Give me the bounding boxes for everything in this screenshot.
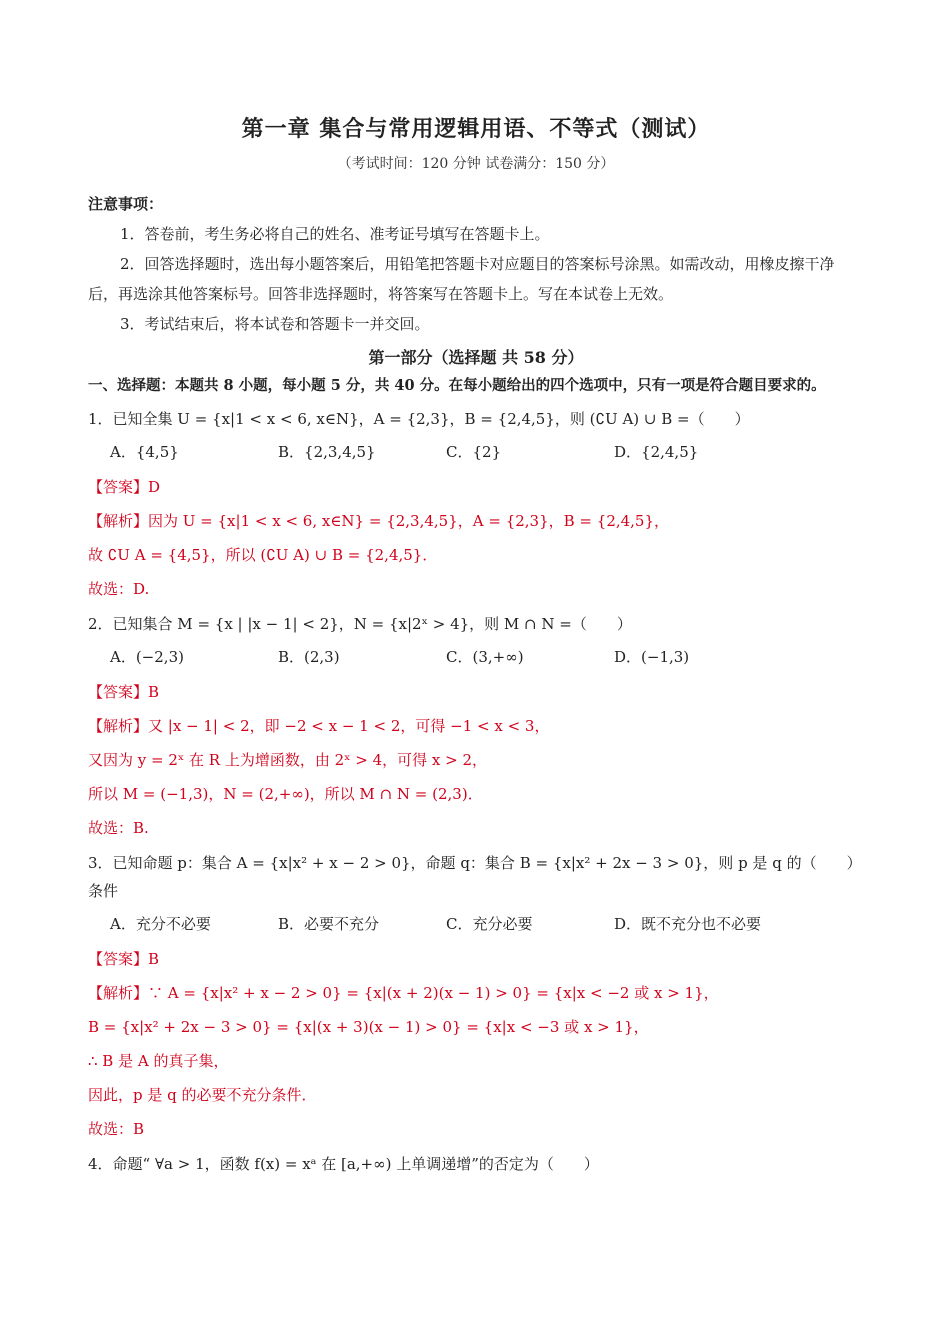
analysis-line: 因此，p 是 q 的必要不充分条件． — [88, 1086, 317, 1104]
option-d: D．既不充分也不必要 — [614, 915, 762, 933]
option-a: A．{4,5} — [110, 443, 179, 461]
notice-item: 3．考试结束后，将本试卷和答题卡一并交回。 — [120, 315, 430, 333]
notice-heading: 注意事项： — [88, 195, 164, 213]
page-title: 第一章 集合与常用逻辑用语、不等式（测试） — [241, 116, 711, 142]
notice-item: 2．回答选择题时，选出每小题答案后，用铅笔把答题卡对应题目的答案标号涂黑。如需改动，用橡皮擦干净后，再选涂其他答案标号。回答非选择题时，将答案写在答题卡上。写在本试卷上无效。 — [88, 255, 835, 303]
notice-item: 1．答卷前，考生务必将自己的姓名、准考证号填写在答题卡上。 — [120, 225, 550, 243]
option-a: A．(−2,3) — [110, 648, 184, 666]
answer-line: 【答案】D — [88, 478, 161, 496]
exam-page — [88, 112, 864, 1186]
option-d: D．{2,4,5} — [614, 443, 699, 461]
question-stem: 1．已知全集 U = {x|1 < x < 6, x∈N}，A = {2,3}，B = {2,4,5}，则 (∁U A) ∪ B =（ ） — [88, 410, 750, 428]
analysis-line: 【解析】因为 U = {x|1 < x < 6, x∈N} = {2,3,4,5}，A = {2,3}，B = {2,4,5}， — [88, 512, 670, 530]
analysis-line: 所以 M = (−1,3)，N = (2,+∞)，所以 M ∩ N = (2,3)． — [88, 785, 483, 803]
options-row — [110, 913, 864, 934]
options-row — [110, 646, 864, 667]
part-heading: 第一部分（选择题 共 58 分） — [368, 348, 584, 367]
analysis-line: ∴ B 是 A 的真子集， — [88, 1052, 229, 1070]
options-row — [110, 441, 864, 462]
question-stem: 4．命题“ ∀a > 1，函数 f(x) = xᵃ 在 [a,+∞) 上单调递增”的否定为（ ） — [88, 1155, 599, 1173]
analysis-line: B = {x|x² + 2x − 3 > 0} = {x|(x + 3)(x − 1) > 0} = {x|x < −3 或 x > 1}， — [88, 1018, 649, 1036]
analysis-line: 故 ∁U A = {4,5}，所以 (∁U A) ∪ B = {2,4,5}． — [88, 546, 438, 564]
analysis-line: 【解析】∵ A = {x|x² + x − 2 > 0} = {x|(x + 2)(x − 1) > 0} = {x|x < −2 或 x > 1}， — [88, 984, 719, 1002]
option-b: B．(2,3) — [278, 648, 340, 666]
question-stem: 2．已知集合 M = {x | |x − 1| < 2}，N = {x|2ˣ > 4}，则 M ∩ N =（ ） — [88, 615, 632, 633]
analysis-line: 故选：B — [88, 1120, 145, 1138]
question-stem: 3．已知命题 p：集合 A = {x|x² + x − 2 > 0}，命题 q：集合 B = {x|x² + 2x − 3 > 0}，则 p 是 q 的（ ）条件 — [88, 854, 862, 900]
analysis-line: 故选：D. — [88, 580, 150, 598]
option-c: C．(3,+∞) — [446, 648, 524, 666]
analysis-line: 【解析】又 |x − 1| < 2，即 −2 < x − 1 < 2，可得 −1 < x < 3， — [88, 717, 550, 735]
option-a: A．充分不必要 — [110, 915, 211, 933]
option-d: D．(−1,3) — [614, 648, 690, 666]
exam-subtitle: （考试时间：120 分钟 试卷满分：150 分） — [337, 156, 615, 172]
option-c: C．{2} — [446, 443, 502, 461]
section-intro: 一、选择题：本题共 8 小题，每小题 5 分，共 40 分。在每小题给出的四个选项中，只有一项是符合题目要求的。 — [88, 377, 826, 394]
answer-line: 【答案】B — [88, 683, 160, 701]
option-b: B．必要不充分 — [278, 915, 380, 933]
answer-line: 【答案】B — [88, 950, 160, 968]
analysis-line: 故选：B. — [88, 819, 149, 837]
analysis-line: 又因为 y = 2ˣ 在 R 上为增函数，由 2ˣ > 4，可得 x > 2， — [88, 751, 488, 769]
option-b: B．{2,3,4,5} — [278, 443, 376, 461]
option-c: C．充分必要 — [446, 915, 533, 933]
